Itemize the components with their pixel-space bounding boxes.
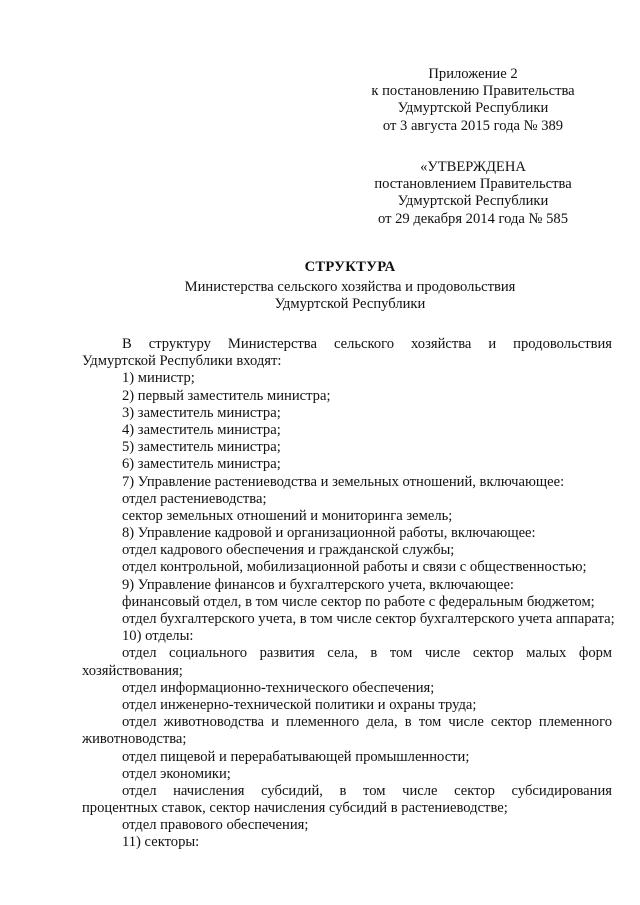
appendix-reference: к постановлению Правительства (371, 83, 575, 100)
list-item: отдел контрольной, мобилизационной работы и связи с общественностью; (122, 559, 587, 576)
approval-date: от 29 декабря 2014 года № 585 (377, 210, 569, 227)
list-item: финансовый отдел, в том числе сектор по работе с федеральным бюджетом; (122, 593, 595, 610)
list-item: 10) отделы: (122, 628, 194, 645)
list-item: 8) Управление кадровой и организационной работы, включающее: (122, 525, 536, 542)
document-title-block (82, 259, 618, 314)
list-item: сектор земельных отношений и мониторинга земель; (122, 507, 453, 524)
subsidy-dept-line-1: отдел начисления субсидий, в том числе сектор субсидирования (122, 782, 612, 799)
list-item: 1) министр; (122, 370, 195, 387)
engineering-dept: отдел инженерно-технической политики и охраны труда; (122, 696, 477, 713)
list-item: 6) заместитель министра; (122, 456, 281, 473)
list-item: 9) Управление финансов и бухгалтерского учета, включающее: (122, 576, 514, 593)
list-item: отдел кадрового обеспечения и гражданской службы; (122, 542, 455, 559)
list-item: 3) заместитель министра; (122, 404, 281, 421)
list-item: 7) Управление растениеводства и земельных отношений, включающее: (122, 473, 565, 490)
subsidy-dept-line-2: процентных ставок, сектор начисления субсидий в растениеводстве; (82, 800, 508, 817)
document-title: СТРУКТУРА (304, 259, 396, 275)
economy-dept: отдел экономики; (122, 765, 231, 782)
sectors-heading: 11) секторы: (122, 834, 200, 851)
social-dept-line-1: отдел социального развития села, в том числе сектор малых форм (122, 645, 612, 662)
list-item: отдел растениеводства; (122, 490, 267, 507)
appendix-number: Приложение 2 (428, 66, 518, 82)
approval-header (333, 159, 613, 228)
appendix-date: от 3 августа 2015 года № 389 (382, 117, 564, 134)
intro-line-1: В структуру Министерства сельского хозяйства и продовольствия (122, 336, 612, 352)
approval-stamp: «УТВЕРЖДЕНА (420, 159, 526, 175)
livestock-dept-line-2: животноводства; (82, 731, 187, 748)
info-dept: отдел информационно-технического обеспечения; (122, 679, 435, 696)
list-item: 5) заместитель министра; (122, 439, 281, 456)
list-item: отдел бухгалтерского учета, в том числе сектор бухгалтерского учета аппарата; (122, 611, 615, 627)
appendix-republic: Удмуртской Республики (397, 100, 549, 117)
livestock-dept-line-1: отдел животноводства и племенного дела, в том числе сектор племенного (122, 714, 612, 731)
approval-republic: Удмуртской Республики (397, 193, 549, 210)
food-dept: отдел пищевой и перерабатывающей промышленности; (122, 748, 470, 765)
approval-reference: постановлением Правительства (374, 176, 572, 193)
document-body (82, 336, 615, 852)
social-dept-line-2: хозяйствования; (82, 662, 183, 679)
document-subtitle-line-2: Удмуртской Республики (274, 296, 426, 313)
appendix-header (333, 66, 613, 135)
document-subtitle-line-1: Министерства сельского хозяйства и продовольствия (184, 279, 516, 296)
intro-line-2: Удмуртской Республики входят: (82, 353, 282, 370)
list-item: 2) первый заместитель министра; (122, 387, 331, 404)
list-item: 4) заместитель министра; (122, 421, 281, 438)
legal-dept: отдел правового обеспечения; (122, 817, 309, 834)
